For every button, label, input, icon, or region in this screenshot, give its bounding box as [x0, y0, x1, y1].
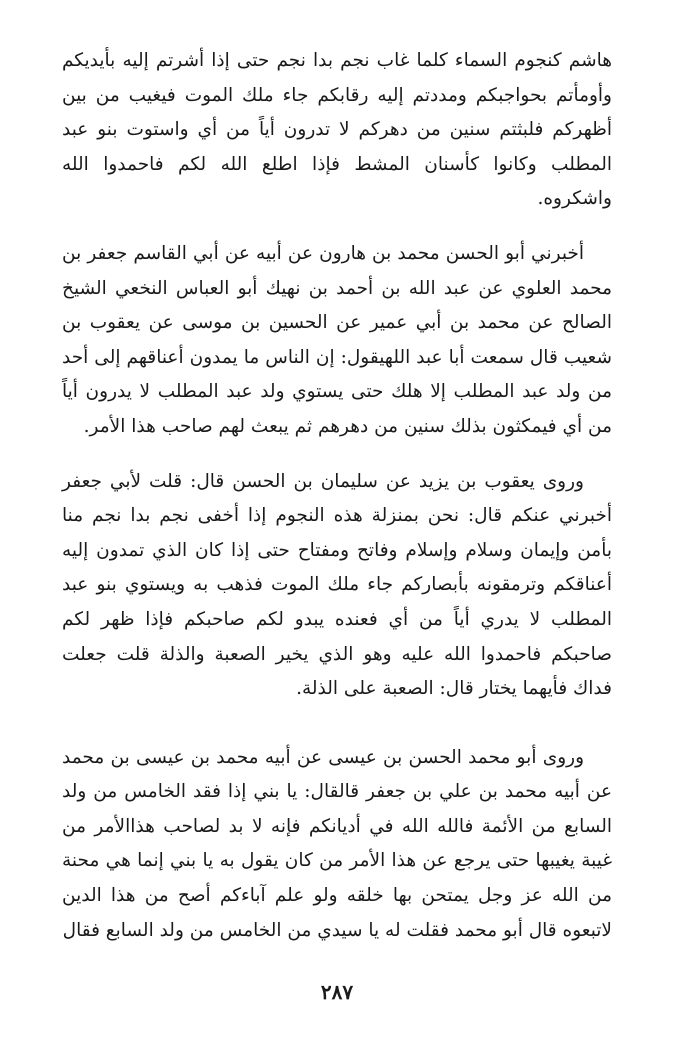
paragraph-3: وروى يعقوب بن يزيد عن سليمان بن الحسن قال: قلت لأبي جعفر أخبرني عنكم قال: نحن بمنزلة هذه النجوم إذا أخفى نجم بدا نجم منا بأمن وإيمان وسلام وإسلام وفاتح ومفتاح حتى إذا كان الذي تمدون إليه أعناقكم وترمقونه بأبصاركم جاء ملك الموت فذهب به ويستوي بنو عبد المطلب لا يدري أياً من أي فعنده يبدو لكم صاحبكم فإذا ظهر لكم صاحبكم فاحمدوا الله عليه وهو الذي يخير الصعبة والذلة قلت جعلت فداك فأيهما يختار قال: الصعبة على الذلة.: [62, 470, 612, 700]
paragraph-1: هاشم كنجوم السماء كلما غاب نجم بدا نجم حتى إذا أشرتم إليه بأيديكم وأومأتم بحواجبكم ومددتم إليه رقابكم جاء ملك الموت فيغيب من بين أظهركم فلبثتم سنين من دهركم لا تدرون أياً من أي واستوت بنو عبد المطلب وكانوا كأسنان المشط فإذا اطلع الله لكم فاحمدوا الله واشكروه.: [62, 50, 612, 210]
page-number: ٢٨٧: [320, 980, 354, 1004]
paragraph-4: وروى أبو محمد الحسن بن عيسى عن أبيه محمد بن عيسى بن محمد عن أبيه محمد بن علي بن جعفر قالقال: يا بني إذا فقد الخامس من ولد السابع من الأئمة فالله الله في أديانكم فإنه لا بد لصاحب هذاالأمر من غيبة يغيبها حتى يرجع عن هذا الأمر من كان يقول به يا بني إنما هي محنة من الله عز وجل يمتحن بها خلقه ولو علم آباءكم أصح من هذا الدين لاتبعوه قال أبو محمد فقلت له يا سيدي من الخامس من ولد السابع فقال: [62, 746, 612, 941]
paragraph-2: أخبرني أبو الحسن محمد بن هارون عن أبيه عن أبي القاسم جعفر بن محمد العلوي عن عبد الله بن أحمد بن نهيك أبو العباس النخعي الشيخ الصالح عن محمد بن أبي عمير عن الحسين بن موسى عن يعقوب بن شعيب قال سمعت أبا عبد اللهيقول: إن الناس ما يمدون أعناقهم إلى أحد من ولد عبد المطلب إلا هلك حتى يستوي ولد عبد المطلب لا يدرون أياً من أي فيمكثون بذلك سنين من دهرهم ثم يبعث لهم صاحب هذا الأمر.: [62, 242, 612, 437]
document-page: [62, 44, 612, 968]
